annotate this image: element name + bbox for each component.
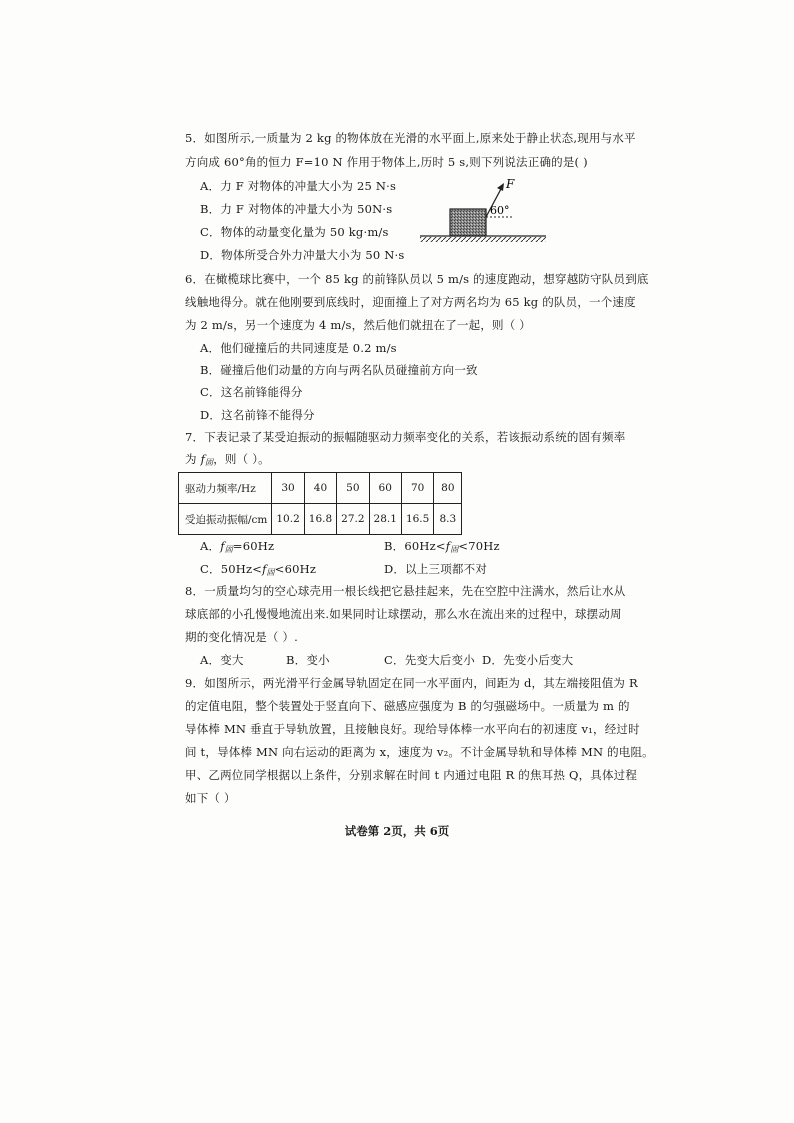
table-cell: 28.1: [369, 504, 401, 535]
page-footer: 试卷第 2页，共 6页: [344, 824, 450, 838]
q6-stem-line2: 线触地得分。就在他刚要到底线时，迎面撞上了对方两名均为 65 kg 的队员，一个速度: [185, 295, 636, 309]
vibration-table: [178, 472, 462, 535]
table-cell: 30: [272, 473, 304, 504]
table-cell: 50: [337, 473, 369, 504]
q6-option-c: C．这名前锋能得分: [200, 385, 303, 399]
table-cell: 70: [401, 473, 433, 504]
table-cell: 16.5: [401, 504, 433, 535]
q9-stem-line4: 间 t，导体棒 MN 向右运动的距离为 x，速度为 v₂。不计金属导轨和导体棒 MN 的电阻。: [185, 745, 654, 759]
q5-force-diagram: [418, 175, 548, 245]
q6-stem-line1: 6．在橄榄球比赛中，一个 85 kg 的前锋队员以 5 m/s 的速度跑动，想穿越防守队员到底: [185, 272, 649, 286]
q6-option-d: D．这名前锋不能得分: [200, 408, 315, 422]
q9-stem-line2: 的定值电阻，整个装置处于竖直向下、磁感应强度为 B 的匀强磁场中。一质量为 m 的: [185, 699, 630, 713]
q9-stem-line5: 甲、乙两位同学根据以上条件，分别求解在时间 t 内通过电阻 R 的焦耳热 Q，具体过程: [185, 768, 638, 782]
q5-option-b: B．力 F 对物体的冲量大小为 50N·s: [200, 202, 393, 216]
table-cell: 27.2: [337, 504, 369, 535]
q8-stem-line3: 期的变化情况是（ ）.: [185, 630, 299, 644]
q7-stem-line2: 为 $f_固$，则（ ）。: [185, 452, 270, 467]
q8-option-a: A．变大: [200, 653, 244, 667]
q6-option-a: A．他们碰撞后的共同速度是 0.2 m/s: [200, 341, 397, 355]
force-label: F: [506, 177, 515, 191]
table-cell: 16.8: [304, 504, 336, 535]
table-cell: 80: [434, 473, 462, 504]
q8-option-d: D．先变小后变大: [482, 653, 574, 667]
q9-stem-line1: 9．如图所示，两光滑平行金属导轨固定在同一水平面内，间距为 d，其左端接阻值为 R: [185, 676, 638, 690]
q5-stem-line2: 方向成 60°角的恒力 F=10 N 作用于物体上,历时 5 s,则下列说法正确的是( ): [185, 155, 588, 169]
row-header-frequency: 驱动力频率/Hz: [179, 473, 272, 504]
block-shape: [450, 209, 486, 236]
table-cell: 60: [369, 473, 401, 504]
row-header-amplitude: 受迫振动振幅/cm: [179, 504, 272, 535]
table-row: [179, 473, 462, 504]
q5-option-d: D．物体所受合外力冲量大小为 50 N·s: [200, 248, 405, 262]
table-cell: 8.3: [434, 504, 462, 535]
q6-stem-line3: 为 2 m/s，另一个速度为 4 m/s，然后他们就扭在了一起，则（ ）: [185, 318, 531, 332]
table-cell: 10.2: [272, 504, 304, 535]
q8-option-c: C．先变大后变小: [384, 653, 475, 667]
ground-hatch: [420, 237, 546, 242]
q9-stem-line3: 导体棒 MN 垂直于导轨放置，且接触良好。现给导体棒一水平向右的初速度 v₁，经过时: [185, 722, 640, 736]
q8-stem-line2: 球底部的小孔慢慢地流出来.如果同时让球摆动，那么水在流出来的过程中，球摆动周: [185, 607, 622, 621]
q7-option-a: A．$f_固=60Hz$: [200, 539, 275, 554]
angle-label: 60°: [490, 204, 510, 217]
q8-stem-line1: 8．一质量均匀的空心球壳用一根长线把它悬挂起来，先在空腔中注满水，然后让水从: [185, 584, 626, 598]
q9-stem-line6: 如下（ ）: [185, 791, 236, 805]
q7-stem-line1: 7．下表记录了某受迫振动的振幅随驱动力频率变化的关系，若该振动系统的固有频率: [185, 430, 626, 444]
q5-stem-line1: 5．如图所示,一质量为 2 kg 的物体放在光滑的水平面上,原来处于静止状态,现用与水平: [185, 131, 636, 145]
q8-option-b: B．变小: [286, 653, 330, 667]
q7-option-d: D．以上三项都不对: [384, 562, 488, 576]
q6-option-b: B．碰撞后他们动量的方向与两名队员碰撞前方向一致: [200, 363, 478, 377]
q7-option-b: B．$60Hz<f_固<70Hz$: [384, 539, 500, 554]
table-row: [179, 504, 462, 535]
table-cell: 40: [304, 473, 336, 504]
q7-option-c: C．$50Hz<f_固<60Hz$: [200, 562, 317, 577]
q5-option-a: A．力 F 对物体的冲量大小为 25 N·s: [200, 179, 397, 193]
q5-option-c: C．物体的动量变化量为 50 kg·m/s: [200, 225, 389, 239]
